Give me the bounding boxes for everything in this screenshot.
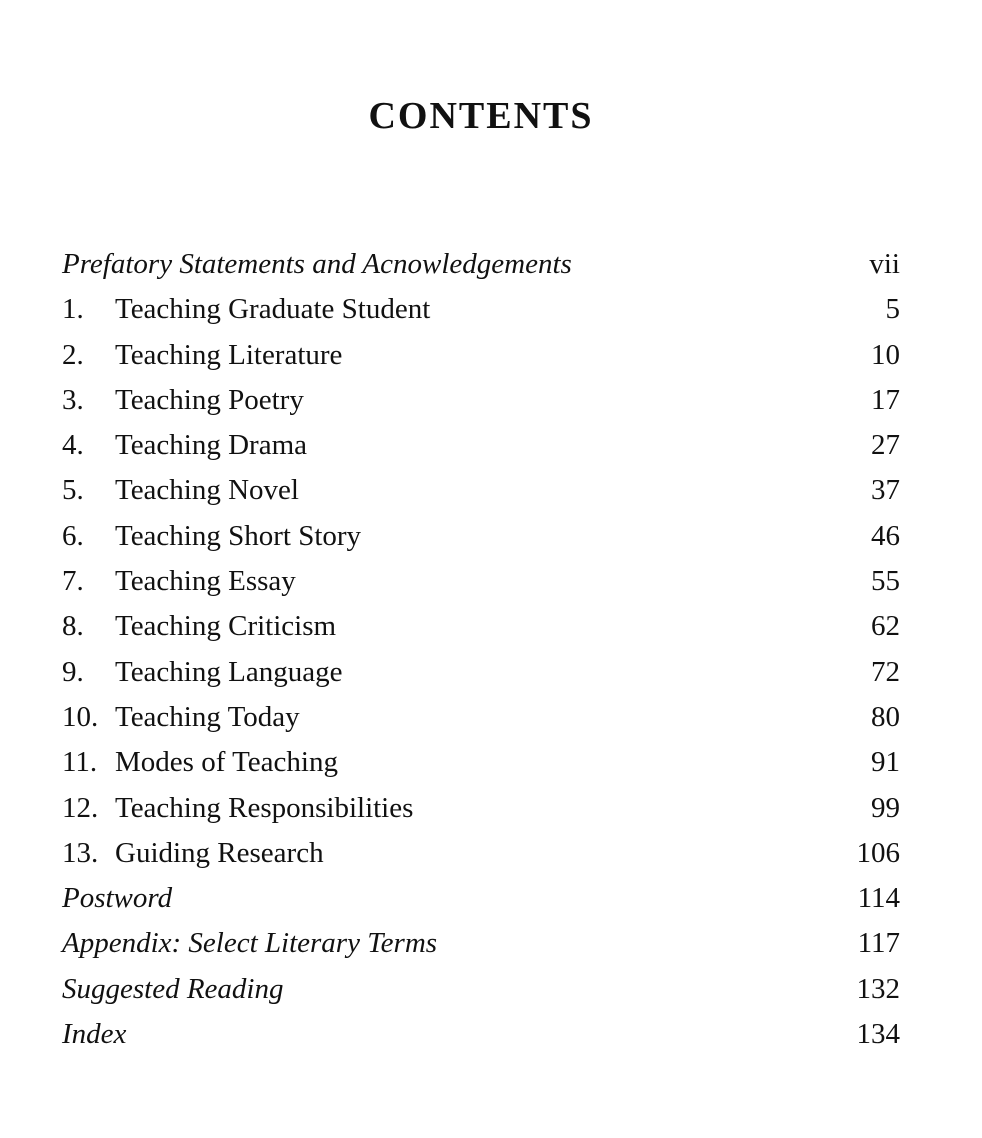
toc-entry-number: 3. <box>62 383 84 416</box>
toc-entry-title: Guiding Research <box>115 836 324 869</box>
table-of-contents <box>62 242 900 1057</box>
toc-entry-page: 80 <box>871 700 900 733</box>
toc-entry-page: 46 <box>871 519 900 552</box>
toc-entry[interactable] <box>62 468 900 513</box>
toc-entry[interactable] <box>62 876 900 921</box>
toc-entry-page: 132 <box>856 972 900 1005</box>
toc-entry-title: Teaching Graduate Student <box>115 293 431 326</box>
toc-entry[interactable] <box>62 287 900 332</box>
toc-entry-label-group <box>62 559 840 604</box>
toc-entry-label-group <box>62 468 840 513</box>
toc-entry[interactable] <box>62 604 900 649</box>
toc-entry-title: Teaching Novel <box>115 474 299 507</box>
toc-entry-label-group <box>62 740 840 785</box>
toc-entry-page: 106 <box>856 836 900 869</box>
toc-entry-number: 11. <box>62 746 98 779</box>
toc-entry-title: Index <box>62 1018 127 1051</box>
toc-entry-title: Teaching Responsibilities <box>115 791 414 824</box>
toc-entry-title: Modes of Teaching <box>115 746 338 779</box>
toc-entry-label-group <box>62 650 840 695</box>
toc-entry-label-group <box>62 423 840 468</box>
toc-entry-title: Appendix: Select Literary Terms <box>62 927 438 960</box>
toc-entry-number: 4. <box>62 429 84 462</box>
toc-entry-number: 6. <box>62 519 84 552</box>
toc-entry[interactable] <box>62 378 900 423</box>
toc-entry[interactable] <box>62 695 900 740</box>
toc-entry[interactable] <box>62 333 900 378</box>
toc-entry-title: Suggested Reading <box>62 972 284 1005</box>
toc-entry-title: Teaching Language <box>115 655 343 688</box>
toc-entry-label-group <box>62 876 840 921</box>
toc-entry-title: Teaching Drama <box>115 429 308 462</box>
toc-entry-title: Teaching Criticism <box>115 610 337 643</box>
toc-entry-label-group <box>62 921 840 966</box>
toc-entry-label-group <box>62 831 840 876</box>
toc-entry-label-group <box>62 967 840 1012</box>
toc-entry[interactable] <box>62 740 900 785</box>
toc-entry-title: Teaching Essay <box>115 565 296 598</box>
toc-entry-page: 55 <box>871 565 900 598</box>
toc-entry[interactable] <box>62 967 900 1012</box>
toc-entry-page: 99 <box>871 791 900 824</box>
toc-entry-page: vii <box>869 248 900 280</box>
toc-entry-label-group <box>62 786 840 831</box>
toc-entry-label-group <box>62 695 840 740</box>
toc-entry[interactable] <box>62 514 900 559</box>
toc-entry-page: 37 <box>871 474 900 507</box>
toc-entry-page: 117 <box>857 927 900 960</box>
toc-entry-page: 114 <box>857 882 900 915</box>
toc-entry-page: 5 <box>885 293 900 326</box>
toc-entry-title: Teaching Today <box>115 700 300 733</box>
toc-entry-page: 10 <box>871 338 900 371</box>
toc-entry-page: 62 <box>871 610 900 643</box>
toc-entry-label-group <box>62 1012 840 1057</box>
toc-entry[interactable] <box>62 559 900 604</box>
toc-entry-number: 8. <box>62 610 84 643</box>
toc-entry-number: 7. <box>62 565 84 598</box>
toc-entry-label-group <box>62 604 840 649</box>
toc-entry[interactable] <box>62 242 900 287</box>
toc-entry-page: 91 <box>871 746 900 779</box>
toc-entry-title: Teaching Poetry <box>115 383 304 416</box>
toc-entry-label-group <box>62 378 840 423</box>
toc-entry-title: Teaching Literature <box>115 338 343 371</box>
toc-entry-number: 13. <box>62 836 99 869</box>
toc-entry-number: 1. <box>62 293 84 326</box>
toc-entry-label-group <box>62 287 840 332</box>
toc-entry-number: 12. <box>62 791 99 824</box>
toc-entry-label-group <box>62 242 840 287</box>
toc-entry[interactable] <box>62 921 900 966</box>
toc-entry-title: Teaching Short Story <box>115 519 362 552</box>
toc-entry-page: 27 <box>871 429 900 462</box>
toc-entry[interactable] <box>62 786 900 831</box>
toc-entry[interactable] <box>62 1012 900 1057</box>
toc-entry[interactable] <box>62 650 900 695</box>
toc-entry-label-group <box>62 333 840 378</box>
toc-entry-number: 2. <box>62 338 84 371</box>
toc-entry-number: 9. <box>62 655 84 688</box>
toc-entry[interactable] <box>62 423 900 468</box>
toc-entry-number: 10. <box>62 700 99 733</box>
toc-entry-title: Postword <box>62 882 173 915</box>
toc-entry-number: 5. <box>62 474 84 507</box>
toc-entry-label-group <box>62 514 840 559</box>
toc-entry-page: 72 <box>871 655 900 688</box>
toc-entry-title: Prefatory Statements and Acnowledgements <box>62 248 572 280</box>
toc-entry-page: 134 <box>856 1018 900 1051</box>
page-title: CONTENTS <box>368 95 594 137</box>
toc-entry[interactable] <box>62 831 900 876</box>
toc-entry-page: 17 <box>871 383 900 416</box>
